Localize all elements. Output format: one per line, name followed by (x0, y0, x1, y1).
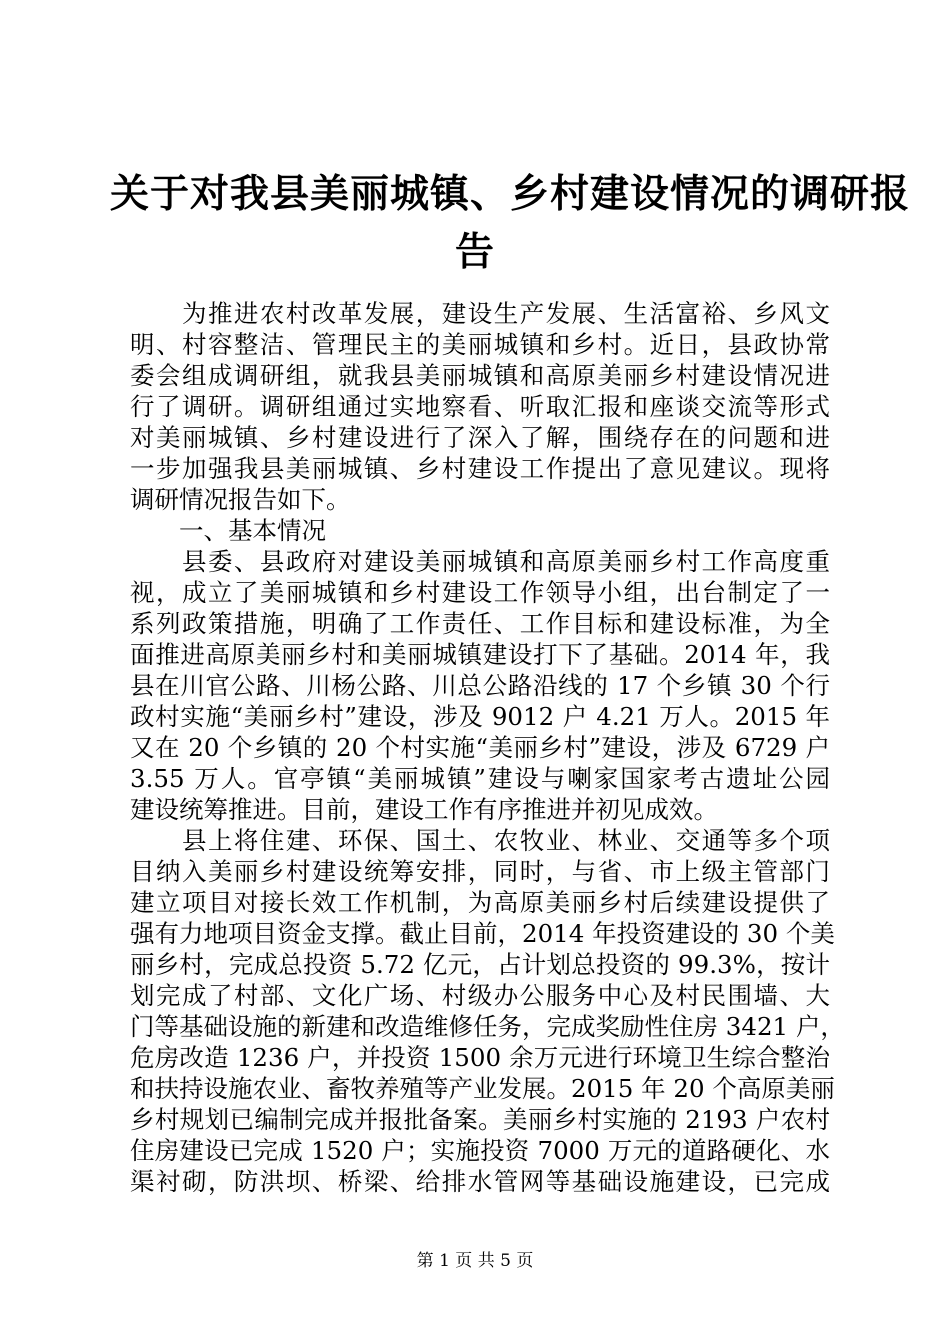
body-text-line: 委会组成调研组，就我县美丽城镇和高原美丽乡村建设情况进 (130, 361, 830, 390)
document-title-line-1: 关于对我县美丽城镇、乡村建设情况的调研报 (110, 171, 911, 217)
body-text-line: 住房建设已完成 1520 户；实施投资 7000 万元的道路硬化、水 (130, 1136, 830, 1165)
body-text-line: 一、基本情况 (130, 516, 326, 545)
body-text-line: 县委、县政府对建设美丽城镇和高原美丽乡村工作高度重 (130, 547, 830, 576)
body-text-line: 一步加强我县美丽城镇、乡村建设工作提出了意见建议。现将 (130, 454, 830, 483)
body-text-line: 面推进高原美丽乡村和美丽城镇建设打下了基础。2014 年，我 (130, 640, 830, 669)
body-text-line: 调研情况报告如下。 (130, 485, 351, 514)
body-text-line: 门等基础设施的新建和改造维修任务，完成奖励性住房 3421 户， (130, 1012, 845, 1041)
body-text-line: 渠衬砌，防洪坝、桥梁、给排水管网等基础设施建设，已完成 (130, 1167, 830, 1196)
page-footer: 第 1 页 共 5 页 (416, 1251, 534, 1271)
body-text-line: 3.55 万人。官亭镇“美丽城镇”建设与喇家国家考古遗址公园 (130, 764, 830, 793)
document-title-line-2: 告 (454, 229, 495, 275)
body-text-line: 目纳入美丽乡村建设统筹安排，同时，与省、市上级主管部门 (130, 857, 830, 886)
body-text-line: 行了调研。调研组通过实地察看、听取汇报和座谈交流等形式 (130, 392, 830, 421)
body-text-line: 明、村容整洁、管理民主的美丽城镇和乡村。近日，县政协常 (130, 330, 830, 359)
body-text-line: 县上将住建、环保、国土、农牧业、林业、交通等多个项 (130, 826, 830, 855)
body-text-line: 对美丽城镇、乡村建设进行了深入了解，围绕存在的问题和进 (130, 423, 830, 452)
body-text-line: 划完成了村部、文化广场、村级办公服务中心及村民围墙、大 (130, 981, 830, 1010)
body-text-line: 为推进农村改革发展，建设生产发展、生活富裕、乡风文 (130, 299, 830, 328)
body-text-line: 强有力地项目资金支撑。截止目前，2014 年投资建设的 30 个美 (130, 919, 835, 948)
body-text-line: 乡村规划已编制完成并报批备案。美丽乡村实施的 2193 户农村 (130, 1105, 830, 1134)
body-text-line: 系列政策措施，明确了工作责任、工作目标和建设标准，为全 (130, 609, 830, 638)
body-text-line: 视，成立了美丽城镇和乡村建设工作领导小组，出台制定了一 (130, 578, 830, 607)
body-text-line: 建设统筹推进。目前，建设工作有序推进并初见成效。 (130, 795, 718, 824)
body-text-line: 丽乡村，完成总投资 5.72 亿元，占计划总投资的 99.3%，按计 (130, 950, 830, 979)
body-text-line: 建立项目对接长效工作机制，为高原美丽乡村后续建设提供了 (130, 888, 830, 917)
body-text-line: 又在 20 个乡镇的 20 个村实施“美丽乡村”建设，涉及 6729 户 (130, 733, 830, 762)
body-text-line: 危房改造 1236 户，并投资 1500 余万元进行环境卫生综合整治 (130, 1043, 830, 1072)
body-text-line: 和扶持设施农业、畜牧养殖等产业发展。2015 年 20 个高原美丽 (130, 1074, 835, 1103)
body-text-line: 县在川官公路、川杨公路、川总公路沿线的 17 个乡镇 30 个行 (130, 671, 830, 700)
body-text-line: 政村实施“美丽乡村”建设，涉及 9012 户 4.21 万人。2015 年 (130, 702, 830, 731)
